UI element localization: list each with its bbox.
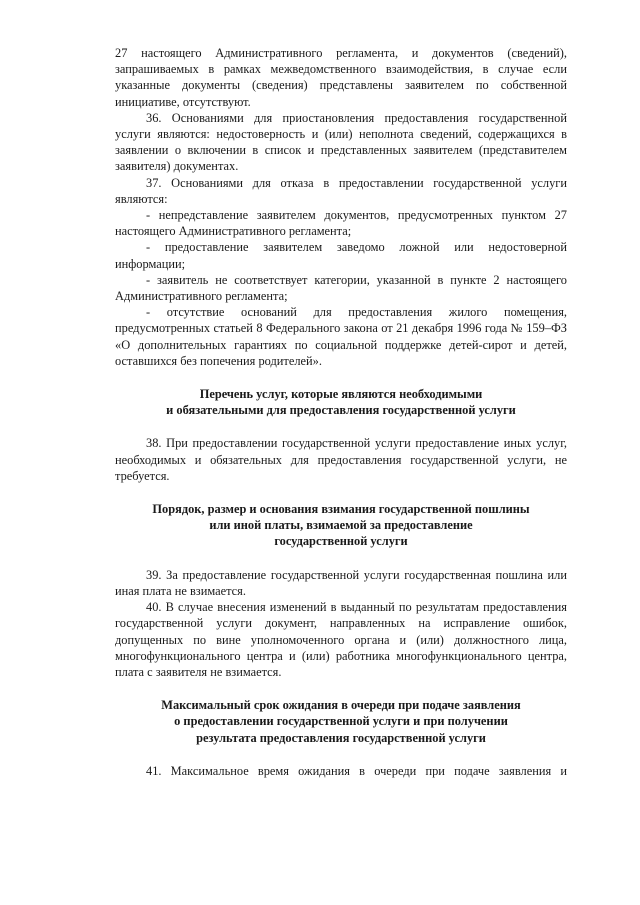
document-body	[115, 45, 567, 779]
heading-line: о предоставлении государственной услуги и при получении	[174, 714, 508, 729]
paragraph-37-item-2: - предоставление заявителем заведомо ложной или недостоверной информации;	[115, 240, 567, 271]
paragraph-36: 36. Основаниями для приостановления предоставления государственной услуги являются: недостоверность и (или) неполнота сведений, содержащихся в заявлении о включении в список и представленных заявителем (представителем заявителя) документах.	[115, 110, 567, 174]
heading-line: результата предоставления государственной услуги	[196, 730, 486, 745]
section-heading-necessary-services	[115, 386, 567, 418]
section-heading-queue-time	[115, 697, 567, 746]
paragraph-27-continuation: 27 настоящего Административного регламента, и документов (сведений), запрашиваемых в рамках межведомственного взаимодействия, в случае если указанные документы (сведения) представлены заявителем по собственной инициативе, отсутствуют.	[115, 46, 567, 109]
heading-line: Максимальный срок ожидания в очереди при подаче заявления	[161, 698, 521, 713]
heading-line: Перечень услуг, которые являются необходимыми	[199, 387, 483, 402]
heading-line: государственной услуги	[274, 534, 408, 549]
heading-line: и обязательными для предоставления государственной услуги	[166, 403, 516, 418]
heading-line: Порядок, размер и основания взимания государственной пошлины	[152, 502, 530, 517]
paragraph-39: 39. За предоставление государственной услуги государственная пошлина или иная плата не взимается.	[115, 567, 567, 598]
paragraph-37-item-4: - отсутствие оснований для предоставления жилого помещения, предусмотренных статьей 8 Федерального закона от 21 декабря 1996 года № 159–ФЗ «О дополнительных гарантиях по социальной поддержке детей-сирот и детей, оставшихся без попечения родителей».	[115, 305, 567, 368]
paragraph-37: 37. Основаниями для отказа в предоставлении государственной услуги являются:	[115, 175, 567, 206]
paragraph-38: 38. При предоставлении государственной услуги предоставление иных услуг, необходимых и обязательных для предоставления государственной услуги, не требуется.	[115, 436, 567, 483]
paragraph-41: 41. Максимальное время ожидания в очереди при подаче заявления и	[146, 763, 567, 778]
paragraph-37-item-3: - заявитель не соответствует категории, указанной в пункте 2 настоящего Административного регламента;	[115, 272, 567, 304]
paragraph-40: 40. В случае внесения изменений в выданный по результатам предоставления государственной услуги документ, направленных на исправление ошибок, допущенных по вине уполномоченного органа и (или) должностного лица, многофункционального центра и (или) работника многофункционального центра, плата с заявителя не взимается.	[115, 600, 567, 679]
heading-line: или иной платы, взимаемой за предоставление	[209, 518, 473, 533]
section-heading-state-fee	[115, 501, 567, 550]
paragraph-37-item-1: - непредставление заявителем документов, предусмотренных пунктом 27 настоящего Административного регламента;	[115, 208, 567, 239]
